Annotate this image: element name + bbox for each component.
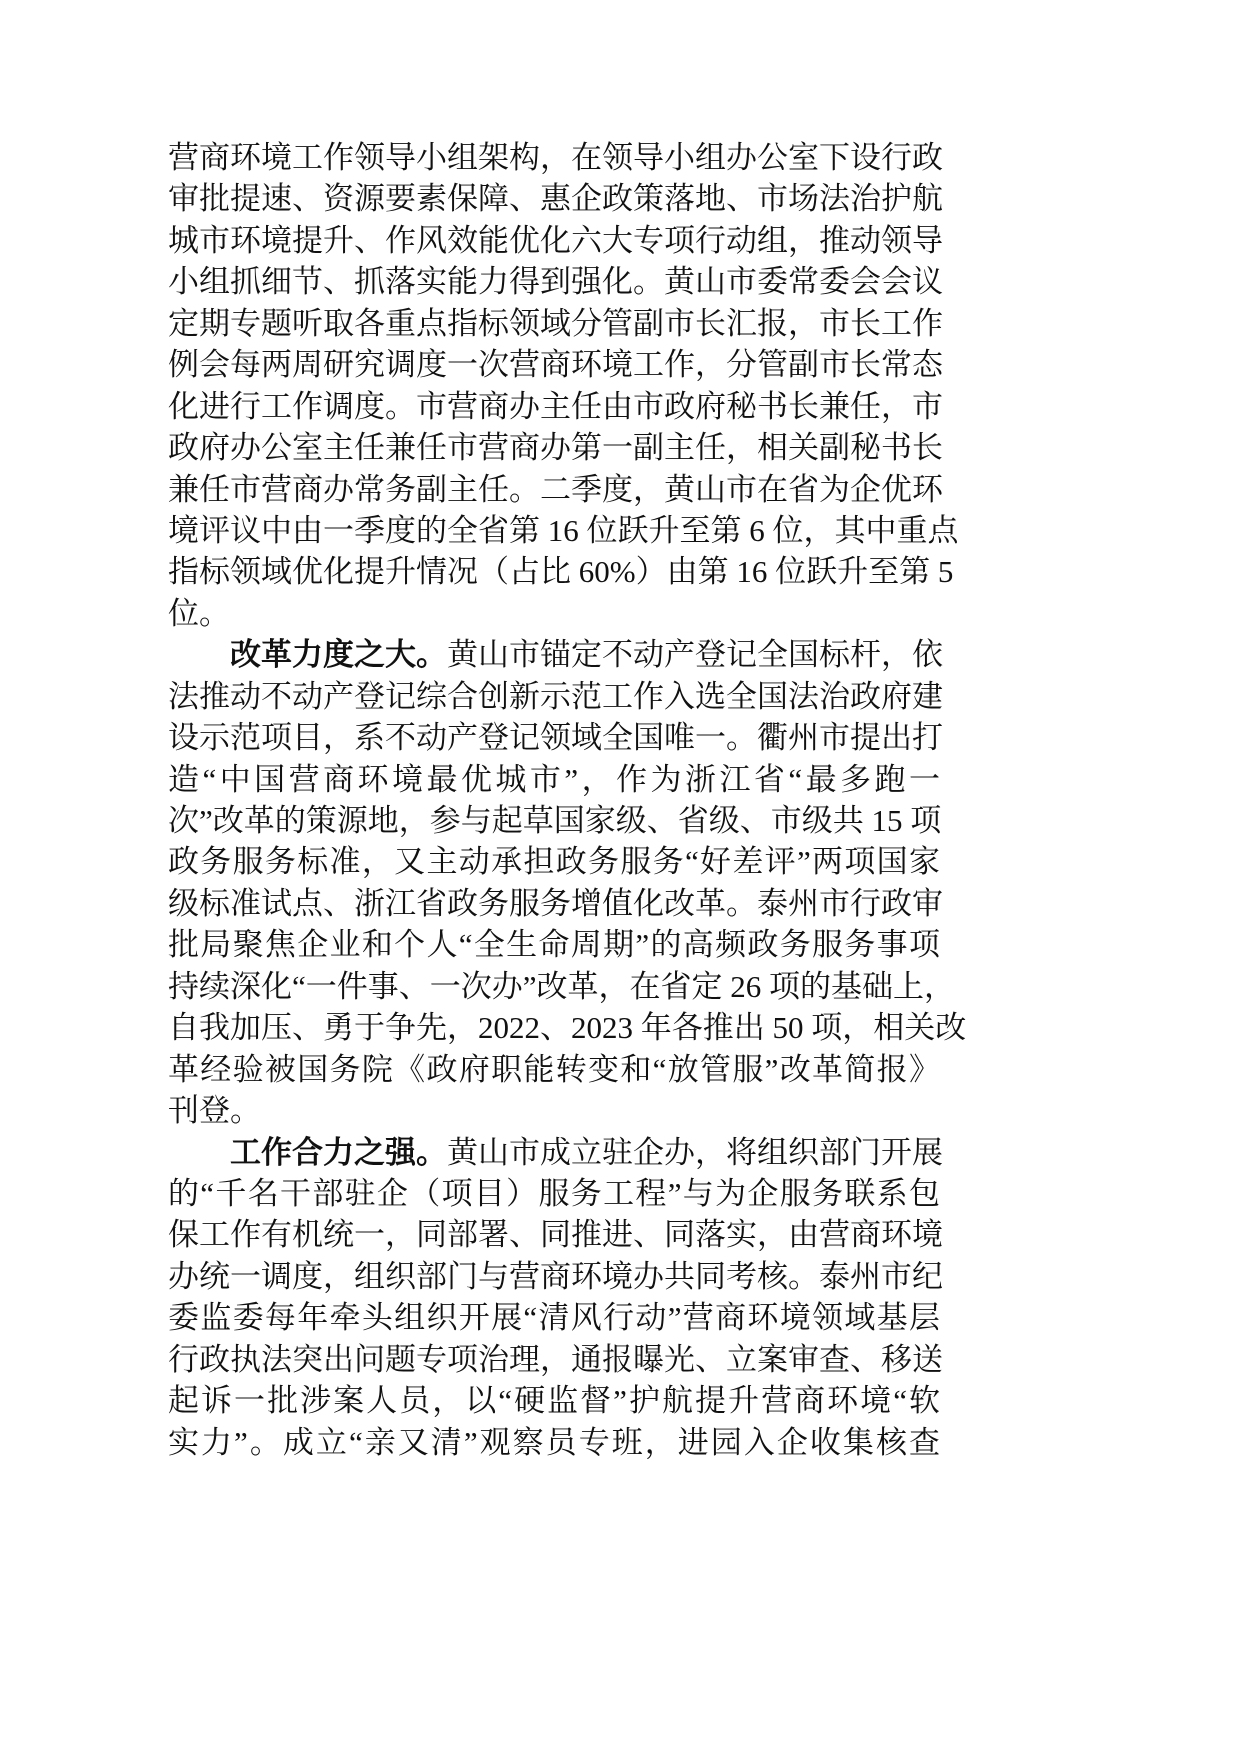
text-line: 兼任市营商办常务副主任。二季度，黄山市在省为企优环	[168, 471, 943, 507]
text-line: 设示范项目，系不动产登记领域全国唯一。衢州市提出打	[168, 720, 943, 756]
text-line: 批局聚焦企业和个人“全生命周期”的高频政务服务事项	[168, 927, 940, 963]
text-line: 政务服务标准，又主动承担政务服务“好差评”两项国家	[168, 844, 940, 880]
text-line: 化进行工作调度。市营商办主任由市政府秘书长兼任，市	[168, 388, 943, 424]
text-line: 持续深化“一件事、一次办”改革，在省定 26 项的基础上，	[168, 968, 956, 1004]
text-line: 指标领域优化提升情况（占比 60%）由第 16 位跃升至第 5	[168, 554, 954, 590]
text-line: 审批提速、资源要素保障、惠企政策落地、市场法治护航	[168, 181, 943, 217]
text-line: 办统一调度，组织部门与营商环境办共同考核。泰州市纪	[168, 1258, 943, 1294]
text-line: 的“千名干部驻企（项目）服务工程”与为企服务联系包	[168, 1175, 940, 1211]
paragraph-lead: 工作合力之强。	[230, 1134, 447, 1171]
text-line: 政府办公室主任兼任市营商办第一副主任，相关副秘书长	[168, 430, 943, 466]
text-line: 起诉一批涉案人员，以“硬监督”护航提升营商环境“软	[168, 1383, 940, 1419]
text-line: 保工作有机统一，同部署、同推进、同落实，由营商环境	[168, 1217, 943, 1253]
text-line: 位。	[168, 595, 230, 631]
paragraph-reform-intensity	[168, 634, 967, 1131]
text-line: 小组抓细节、抓落实能力得到强化。黄山市委常委会会议	[168, 264, 943, 300]
text-line: 例会每两周研究调度一次营商环境工作，分管副市长常态	[168, 347, 943, 383]
text-line: 委监委每年牵头组织开展“清风行动”营商环境领域基层	[168, 1300, 940, 1336]
text-line: 刊登。	[168, 1093, 261, 1129]
text-line: 造“中国营商环境最优城市”，作为浙江省“最多跑一	[168, 761, 940, 797]
text-line-first	[168, 1132, 943, 1173]
text-line: 定期专题听取各重点指标领域分管副市长汇报，市长工作	[168, 305, 943, 341]
text-line: 法推动不动产登记综合创新示范工作入选全国法治政府建	[168, 678, 943, 714]
text-line: 行政执法突出问题专项治理，通报曝光、立案审查、移送	[168, 1341, 943, 1377]
paragraph-leadership-structure	[168, 137, 959, 634]
text-line: 革经验被国务院《政府职能转变和“放管服”改革简报》	[168, 1051, 940, 1087]
text-line: 境评议中由一季度的全省第 16 位跃升至第 6 位，其中重点	[168, 512, 959, 548]
text-line: 级标准试点、浙江省政务服务增值化改革。泰州市行政审	[168, 885, 943, 921]
text-line: 实力”。成立“亲又清”观察员专班，进园入企收集核查	[168, 1424, 940, 1460]
text-line: 自我加压、勇于争先，2022、2023 年各推出 50 项，相关改	[168, 1010, 967, 1046]
paragraph-lead: 改革力度之大。	[230, 637, 447, 674]
text-line-rest: 黄山市成立驻企办，将组织部门开展	[447, 1134, 943, 1170]
paragraph-work-synergy	[168, 1132, 943, 1464]
text-line: 营商环境工作领导小组架构，在领导小组办公室下设行政	[168, 140, 943, 175]
text-line-first	[168, 634, 943, 675]
text-line: 次”改革的策源地，参与起草国家级、省级、市级共 15 项	[168, 803, 942, 838]
text-line-rest: 黄山市锚定不动产登记全国标杆，依	[447, 637, 943, 673]
text-line: 城市环境提升、作风效能优化六大专项行动组，推动领导	[168, 222, 943, 258]
document-body	[168, 137, 967, 1463]
